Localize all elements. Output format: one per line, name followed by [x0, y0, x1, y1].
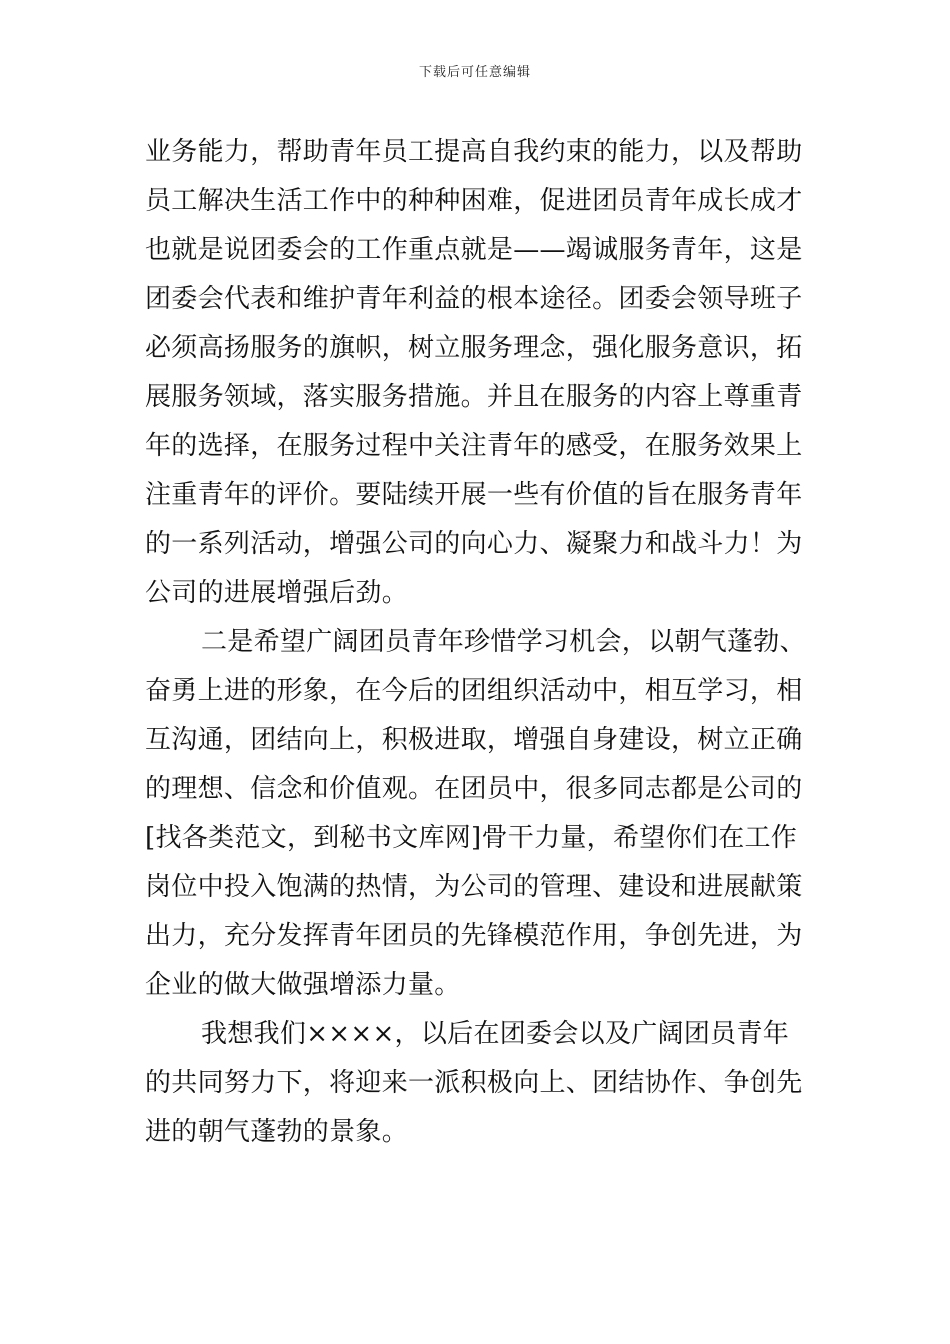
text-line: 互沟通，团结向上，积极进取，增强自身建设，树立正确 — [145, 725, 803, 755]
paragraph-3 — [145, 1010, 810, 1157]
text-line: 的理想、信念和价值观。在团员中，很多同志都是公司的 — [145, 774, 803, 804]
paragraph-1 — [145, 128, 810, 618]
document-body — [145, 128, 810, 1157]
text-line: 的一系列活动，增强公司的向心力、凝聚力和战斗力！为 — [145, 529, 803, 559]
text-line: 岗位中投入饱满的热情，为公司的管理、建设和进展献策 — [145, 872, 803, 902]
text-line: [找各类范文，到秘书文库网]骨干力量，希望你们在工作 — [145, 823, 798, 853]
text-line: 出力，充分发挥青年团员的先锋模范作用，争创先进，为 — [145, 921, 803, 951]
text-line: 公司的进展增强后劲。 — [145, 578, 409, 608]
text-line: 奋勇上进的形象，在今后的团组织活动中，相互学习，相 — [145, 676, 803, 706]
text-line: 年的选择，在服务过程中关注青年的感受，在服务效果上 — [145, 431, 803, 461]
text-line: 的共同努力下，将迎来一派积极向上、团结协作、争创先 — [145, 1068, 803, 1098]
header-note: 下载后可任意编辑 — [418, 65, 531, 80]
text-line: 团委会代表和维护青年利益的根本途径。团委会领导班子 — [145, 284, 803, 314]
paragraph-2 — [145, 618, 810, 1010]
text-line: 展服务领域，落实服务措施。并且在服务的内容上尊重青 — [145, 382, 803, 412]
text-line: 二是希望广阔团员青年珍惜学习机会，以朝气蓬勃、 — [201, 627, 806, 657]
text-line: 企业的做大做强增添力量。 — [145, 970, 461, 1000]
text-line: 必须高扬服务的旗帜，树立服务理念，强化服务意识，拓 — [145, 333, 803, 363]
text-line: 业务能力，帮助青年员工提高自我约束的能力，以及帮助 — [145, 137, 803, 167]
text-line: 也就是说团委会的工作重点就是——竭诚服务青年，这是 — [145, 235, 803, 265]
text-line: 我想我们××××，以后在团委会以及广阔团员青年 — [201, 1019, 790, 1049]
text-line: 注重青年的评价。要陆续开展一些有价值的旨在服务青年 — [145, 480, 803, 510]
text-line: 进的朝气蓬勃的景象。 — [145, 1117, 409, 1147]
text-line: 员工解决生活工作中的种种困难，促进团员青年成长成才 — [145, 186, 803, 216]
